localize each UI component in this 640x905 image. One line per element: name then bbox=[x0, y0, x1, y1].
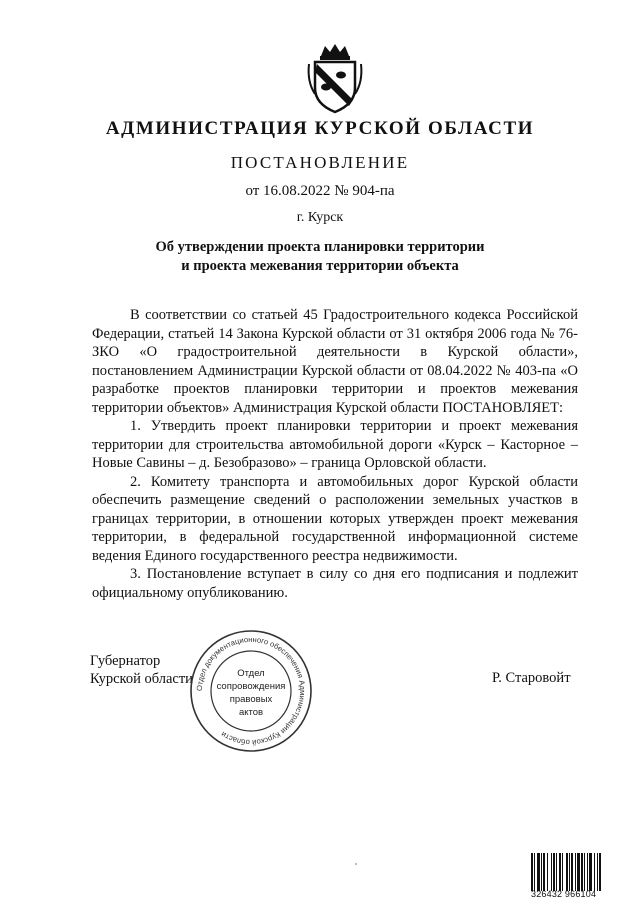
barcode bbox=[531, 850, 625, 894]
resolution-item: 1. Утвердить проект планировки территории и проект межевания территории для строительства автомобильной дороги «Курск – Касторное – Новые Савины – д. Безобразово» – граница Орловской области. bbox=[92, 418, 578, 471]
stamp-line: актов bbox=[238, 707, 264, 718]
stamp-line: сопровождения bbox=[216, 681, 286, 692]
preamble-paragraph bbox=[92, 306, 578, 417]
official-stamp bbox=[188, 628, 314, 754]
coat-of-arms-icon bbox=[305, 42, 365, 114]
signer-position-line: Курской области bbox=[90, 671, 193, 687]
stamp-line: правовых bbox=[229, 694, 273, 705]
resolution-item: 2. Комитету транспорта и автомобильных дорог Курской области обеспечить размещение сведений о расположении земельных участков в границах территории, в отношении которых утвержден проект межевания территории, в федеральной государственной информационной системе ведения Единого государственного реестра недвижимости. bbox=[92, 473, 578, 564]
document-city: г. Курск bbox=[296, 210, 344, 225]
resolve-word: ПОСТАНОВЛЯЕТ: bbox=[442, 399, 564, 416]
signer-position-line: Губернатор bbox=[90, 653, 161, 669]
document-date-number: от 16.08.2022 № 904-па bbox=[245, 183, 395, 199]
document-title-line: Об утверждении проекта планировки территории bbox=[155, 239, 485, 255]
authority-name: АДМИНИСТРАЦИЯ КУРСКОЙ ОБЛАСТИ bbox=[105, 118, 535, 139]
document-title-line: и проекта межевания территории объекта bbox=[181, 258, 459, 274]
preamble-text: В соответствии со статьей 45 Градостроительного кодекса Российской Федерации, статьей 14 Закона Курской области от 31 октября 2006 года № 76-ЗКО «О градостроительной деятельности в Курской области», постановлением Администрации Курской области от 08.04.2022 № 403-па «О разработке проектов планировки территории и проектов межевания территории объектов» Администрация Курской области bbox=[92, 307, 578, 416]
document-type: ПОСТАНОВЛЕНИЕ bbox=[230, 153, 410, 172]
resolution-item: 3. Постановление вступает в силу со дня его подписания и подлежит официальному опубликованию. bbox=[92, 566, 578, 601]
scan-mark bbox=[355, 863, 357, 865]
signer-name: Р. Старовойт bbox=[492, 670, 571, 686]
stamp-outer-text: Отдел документационного обеспечения Администрации Курской области bbox=[194, 634, 308, 748]
document-title bbox=[0, 238, 640, 276]
stamp-line: Отдел bbox=[237, 668, 265, 679]
signer-position bbox=[90, 652, 193, 688]
document-body bbox=[92, 306, 578, 602]
barcode-number: 326432 966104 bbox=[531, 889, 597, 899]
